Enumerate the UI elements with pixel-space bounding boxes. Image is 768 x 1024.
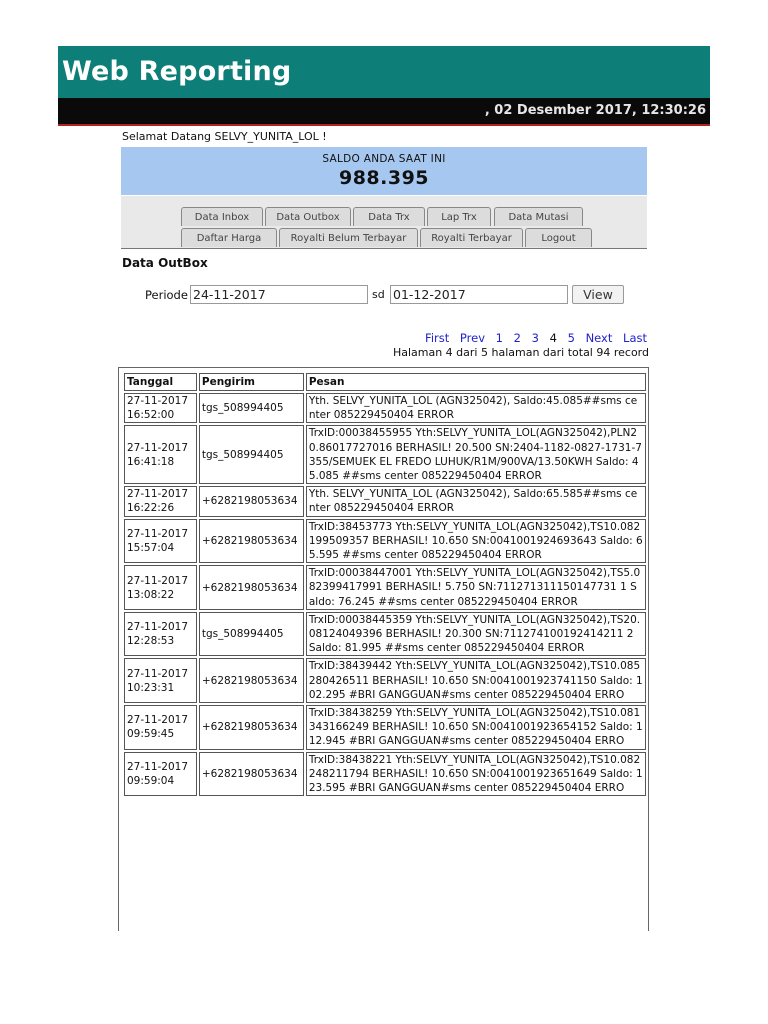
datetime-text: , 02 Desember 2017, 12:30:26	[484, 103, 706, 118]
app-title: Web Reporting	[62, 56, 292, 87]
balance-panel	[121, 147, 647, 195]
cell-tanggal: 27-11-2017 10:23:31	[124, 658, 197, 703]
table-row	[124, 752, 646, 797]
table-header-row	[124, 373, 646, 391]
date-from-input[interactable]: 24-11-2017	[190, 285, 368, 304]
cell-tanggal: 27-11-2017 16:41:18	[124, 425, 197, 484]
balance-label: SALDO ANDA SAAT INI	[322, 153, 446, 165]
tab-logout[interactable]: Logout	[525, 228, 592, 247]
cell-pesan: Yth. SELVY_YUNITA_LOL (AGN325042), Saldo:65.585##sms center 085229450404 ERROR	[306, 486, 646, 516]
cell-pengirim: tgs_508994405	[199, 425, 304, 484]
tab-data-inbox[interactable]: Data Inbox	[181, 207, 263, 226]
cell-pesan: TrxID:00038455955 Yth:SELVY_YUNITA_LOL(AGN325042),PLN20.86017727016 BERHASIL! 20.500 SN:2404-1182-0827-1731-7355/SEMUEK EL FREDO LUHUK/R1M/900VA/13.50KWH Saldo: 45.085 ##sms center 085229450404 ERROR	[306, 425, 646, 484]
cell-tanggal: 27-11-2017 09:59:45	[124, 705, 197, 750]
column-header-pengirim: Pengirim	[199, 373, 304, 391]
tab-data-outbox[interactable]: Data Outbox	[265, 207, 351, 226]
pager-first-link[interactable]: First	[425, 331, 450, 345]
tab-data-trx[interactable]: Data Trx	[353, 207, 425, 226]
pagination	[420, 331, 647, 345]
pager-prev-link[interactable]: Prev	[459, 331, 485, 345]
table-row	[124, 486, 646, 516]
cell-pengirim: +6282198053634	[199, 658, 304, 703]
tab-daftar-harga[interactable]: Daftar Harga	[181, 228, 277, 247]
cell-pengirim: +6282198053634	[199, 752, 304, 797]
pager-next-link[interactable]: Next	[585, 331, 613, 345]
pager-last-link[interactable]: Last	[623, 331, 647, 345]
cell-pengirim: +6282198053634	[199, 705, 304, 750]
cell-tanggal: 27-11-2017 16:22:26	[124, 486, 197, 516]
tab-royalti-belum-terbayar[interactable]: Royalti Belum Terbayar	[279, 228, 418, 247]
column-header-pesan: Pesan	[306, 373, 646, 391]
cell-pesan: TrxID:00038445359 Yth:SELVY_YUNITA_LOL(AGN325042),TS20.08124049396 BERHASIL! 20.300 SN:711274100192414211 2 Saldo: 81.995 ##sms center 085229450404 ERROR	[306, 612, 646, 657]
tab-data-mutasi[interactable]: Data Mutasi	[494, 207, 583, 226]
cell-pengirim: +6282198053634	[199, 519, 304, 564]
table-row	[124, 519, 646, 564]
cell-pengirim: +6282198053634	[199, 486, 304, 516]
pager-page-2[interactable]: 2	[513, 331, 521, 345]
cell-tanggal: 27-11-2017 16:52:00	[124, 393, 197, 423]
cell-tanggal: 27-11-2017 09:59:04	[124, 752, 197, 797]
datetime-bar	[58, 98, 710, 126]
page-info: Halaman 4 dari 5 halaman dari total 94 record	[392, 346, 649, 359]
date-to-input[interactable]: 01-12-2017	[390, 285, 568, 304]
pager-current-page: 4	[549, 331, 557, 345]
table-row	[124, 705, 646, 750]
table-row	[124, 393, 646, 423]
welcome-text: Selamat Datang SELVY_YUNITA_LOL !	[122, 130, 327, 143]
table-row	[124, 565, 646, 610]
periode-label: Periode	[145, 288, 188, 302]
cell-pesan: TrxID:38438221 Yth:SELVY_YUNITA_LOL(AGN325042),TS10.082248211794 BERHASIL! 10.650 SN:0041001923651649 Saldo: 123.595 #BRI GANGGUAN#sms center 085229450404 ERRO	[306, 752, 646, 797]
table-row	[124, 425, 646, 484]
cell-tanggal: 27-11-2017 12:28:53	[124, 612, 197, 657]
outbox-table-container	[118, 367, 649, 931]
pager-page-1[interactable]: 1	[495, 331, 503, 345]
cell-tanggal: 27-11-2017 13:08:22	[124, 565, 197, 610]
pager-page-3[interactable]: 3	[531, 331, 539, 345]
header-bar	[58, 46, 710, 98]
cell-tanggal: 27-11-2017 15:57:04	[124, 519, 197, 564]
cell-pesan: TrxID:38438259 Yth:SELVY_YUNITA_LOL(AGN325042),TS10.081343166249 BERHASIL! 10.650 SN:0041001923654152 Saldo: 112.945 #BRI GANGGUAN#sms center 085229450404 ERRO	[306, 705, 646, 750]
cell-pengirim: +6282198053634	[199, 565, 304, 610]
balance-value: 988.395	[338, 167, 430, 189]
view-button[interactable]: View	[572, 285, 624, 304]
table-row	[124, 612, 646, 657]
outbox-table	[122, 371, 648, 798]
cell-pengirim: tgs_508994405	[199, 612, 304, 657]
nav-menu	[121, 196, 647, 249]
sd-label: sd	[372, 288, 385, 301]
tab-royalti-terbayar[interactable]: Royalti Terbayar	[420, 228, 523, 247]
pager-page-5[interactable]: 5	[567, 331, 575, 345]
cell-pengirim: tgs_508994405	[199, 393, 304, 423]
cell-pesan: TrxID:38439442 Yth:SELVY_YUNITA_LOL(AGN325042),TS10.085280426511 BERHASIL! 10.650 SN:0041001923741150 Saldo: 102.295 #BRI GANGGUAN#sms center 085229450404 ERRO	[306, 658, 646, 703]
table-row	[124, 658, 646, 703]
cell-pesan: Yth. SELVY_YUNITA_LOL (AGN325042), Saldo:45.085##sms center 085229450404 ERROR	[306, 393, 646, 423]
tab-lap-trx[interactable]: Lap Trx	[427, 207, 491, 226]
section-title: Data OutBox	[122, 256, 208, 270]
cell-pesan: TrxID:38453773 Yth:SELVY_YUNITA_LOL(AGN325042),TS10.082199509357 BERHASIL! 10.650 SN:0041001924693643 Saldo: 65.595 ##sms center 085229450404 ERROR	[306, 519, 646, 564]
column-header-tanggal: Tanggal	[124, 373, 197, 391]
cell-pesan: TrxID:00038447001 Yth:SELVY_YUNITA_LOL(AGN325042),TS5.082399417991 BERHASIL! 5.750 SN:711271311150147731 1 Saldo: 76.245 ##sms center 085229450404 ERROR	[306, 565, 646, 610]
